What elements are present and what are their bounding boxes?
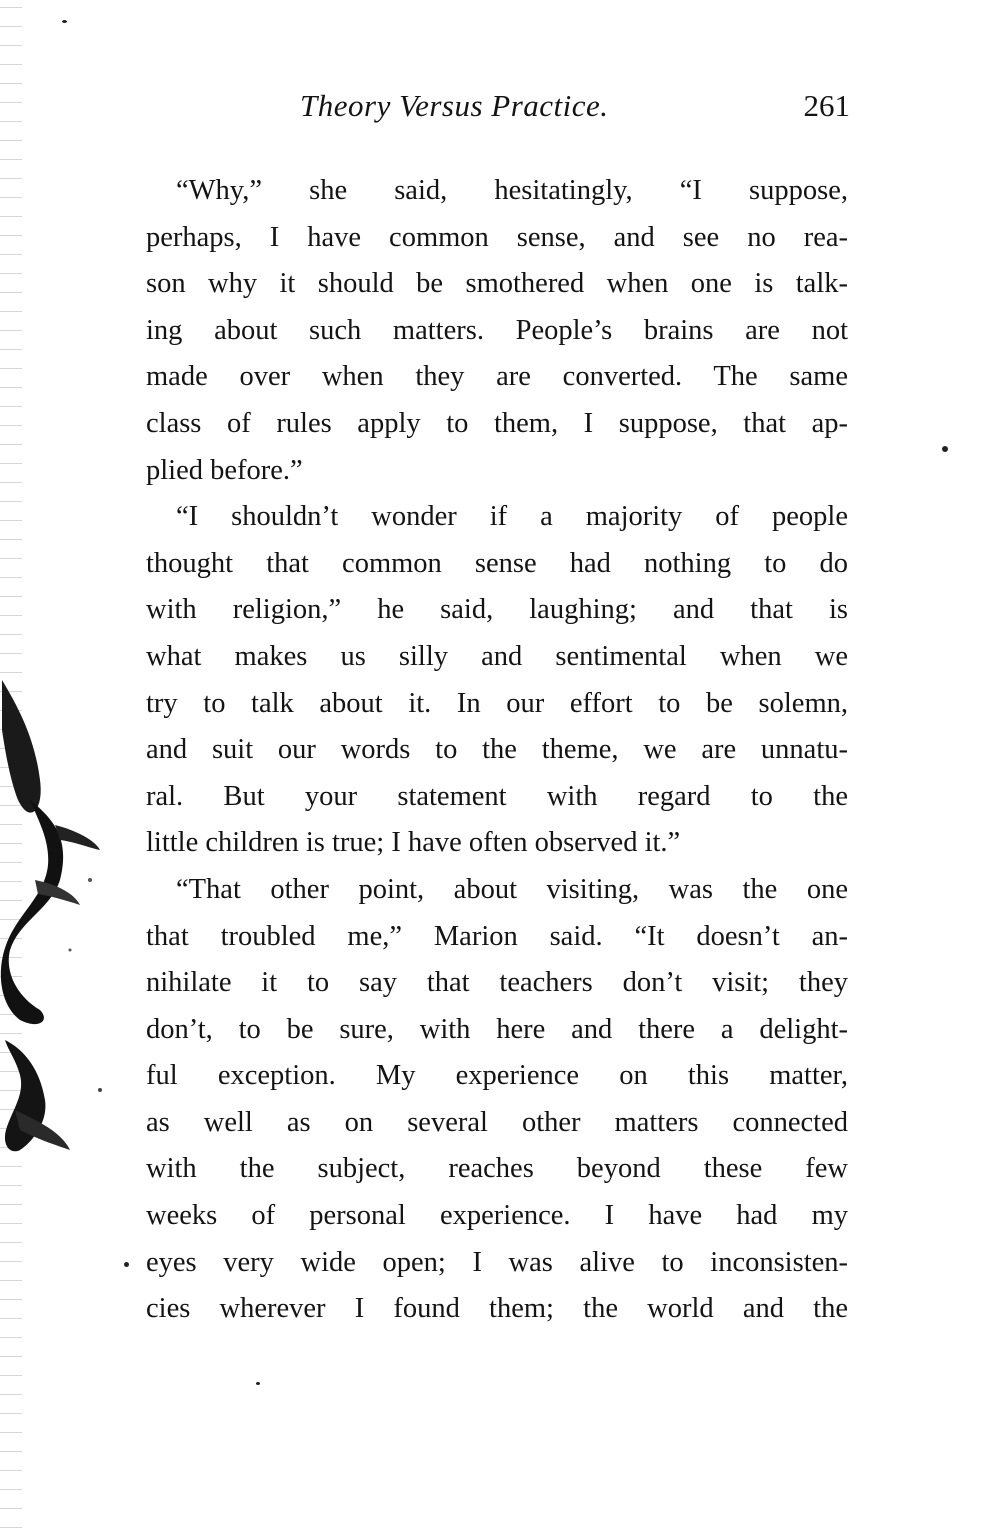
text-line: perhaps, I have common sense, and see no rea- — [146, 221, 848, 253]
text-line: weeks of personal experience. I have had my — [146, 1200, 848, 1232]
text-line: eyes very wide open; I was alive to inconsisten- — [146, 1246, 848, 1278]
text-line: what makes us silly and sentimental when we — [146, 640, 848, 672]
body-text — [146, 168, 848, 1333]
text-line: “Why,” she said, hesitatingly, “I suppose, — [176, 175, 848, 206]
text-line: ful exception. My experience on this matter, — [146, 1060, 848, 1092]
text-line: plied before.” — [146, 454, 303, 486]
ink-smudge-decoration — [0, 650, 110, 1210]
text-line: class of rules apply to them, I suppose, that ap- — [146, 407, 848, 439]
text-line: that troubled me,” Marion said. “It doesn’t an- — [146, 920, 848, 952]
stray-dot-mark — [256, 1382, 260, 1385]
text-line: “I shouldn’t wonder if a majority of people — [176, 501, 848, 533]
text-line: with religion,” he said, laughing; and that is — [146, 594, 848, 626]
page-header — [300, 88, 850, 138]
text-line: as well as on several other matters connected — [146, 1106, 848, 1138]
running-title: Theory Versus Practice. — [300, 88, 609, 123]
text-line: “That other point, about visiting, was the one — [176, 873, 848, 905]
text-line: don’t, to be sure, with here and there a delight- — [146, 1013, 848, 1045]
page-number: 261 — [803, 88, 850, 123]
paragraph — [146, 168, 848, 494]
text-line: ing about such matters. People’s brains are not — [146, 314, 848, 346]
text-line: cies wherever I found them; the world and the — [146, 1293, 848, 1325]
text-line: made over when they are converted. The same — [146, 361, 848, 393]
stray-dot-mark — [942, 446, 948, 452]
paragraph — [146, 867, 848, 1333]
text-line: nihilate it to say that teachers don’t visit; they — [146, 967, 848, 999]
text-line: and suit our words to the theme, we are unnatu- — [146, 734, 848, 766]
stray-dot-mark — [62, 20, 67, 23]
text-line: with the subject, reaches beyond these few — [146, 1153, 848, 1185]
text-line: little children is true; I have often observed it.” — [146, 827, 681, 859]
text-line: son why it should be smothered when one is talk- — [146, 268, 848, 300]
paragraph — [146, 494, 848, 867]
text-line: thought that common sense had nothing to do — [146, 547, 848, 579]
text-line: ral. But your statement with regard to the — [146, 780, 848, 812]
stray-dot-mark — [124, 1262, 129, 1267]
text-line: try to talk about it. In our effort to be solemn, — [146, 687, 848, 719]
